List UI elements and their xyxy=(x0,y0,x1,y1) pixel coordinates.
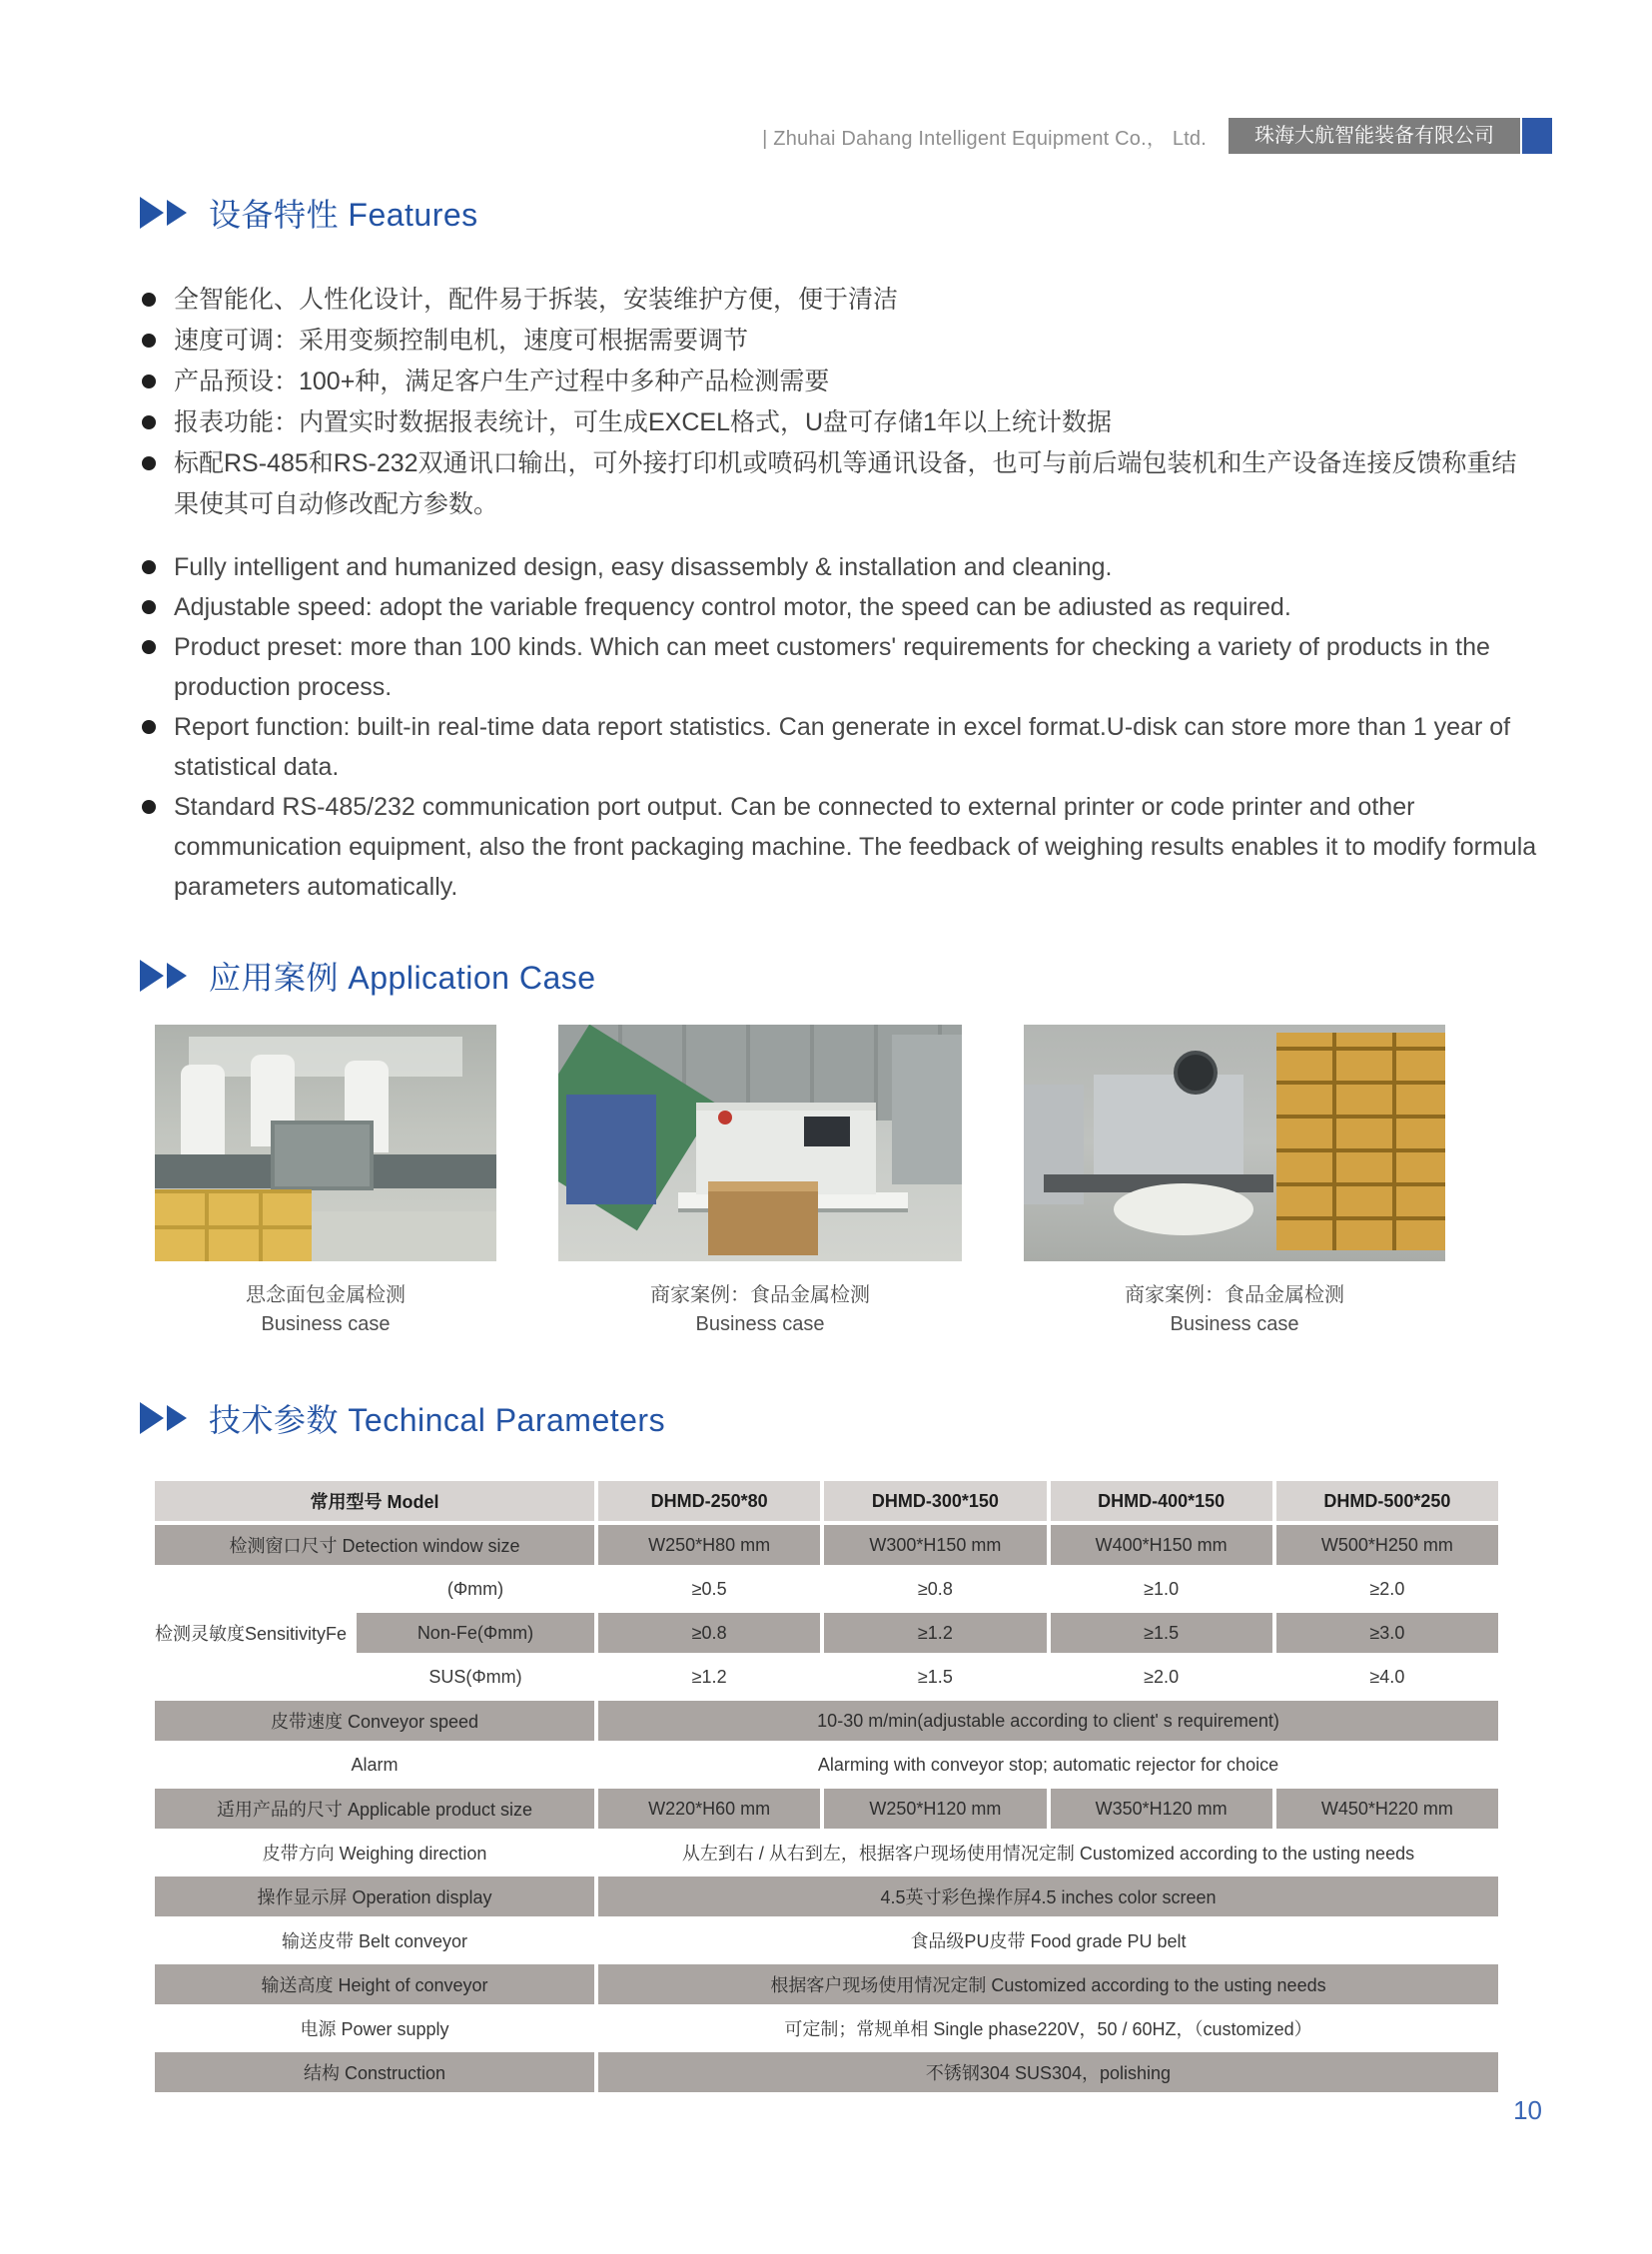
value-cell: ≥1.5 xyxy=(1051,1613,1272,1653)
photo-shape xyxy=(181,1065,225,1156)
bullet-icon xyxy=(142,560,156,574)
list-item xyxy=(140,362,1537,402)
features-section-title xyxy=(140,190,1537,236)
list-item xyxy=(140,627,1537,707)
section-arrow-icon xyxy=(167,963,187,989)
value-cell: 不锈钢304 SUS304，polishing xyxy=(598,2052,1498,2092)
caption-en: Business case xyxy=(1170,1313,1299,1335)
model-cell: DHMD-500*250 xyxy=(1276,1481,1498,1521)
feature-item-cn: 速度可调：采用变频控制电机，速度可根据需要调节 xyxy=(174,327,749,355)
row-label: Alarm xyxy=(155,1745,594,1785)
bullet-icon xyxy=(142,334,156,348)
list-item xyxy=(140,443,1537,525)
table-row-direction xyxy=(155,1833,1498,1873)
photo-shape xyxy=(892,1035,962,1184)
value-cell: W250*H120 mm xyxy=(824,1789,1046,1829)
value-cell: Alarming with conveyor stop; automatic rejector for choice xyxy=(598,1745,1498,1785)
sensitivity-group-label: 检测灵敏度SensitivityFe xyxy=(155,1624,348,1644)
feature-item-en: Report function: built-in real-time data report statistics. Can generate in excel format.U-disk can store more than 1 year of statistical data. xyxy=(174,713,1511,781)
bullet-icon xyxy=(142,456,156,470)
photo-caption xyxy=(558,1281,962,1339)
caption-en: Business case xyxy=(261,1313,391,1335)
company-name-en: | Zhuhai Dahang Intelligent Equipment Co.， Ltd. xyxy=(762,127,1207,150)
value-cell: ≥1.2 xyxy=(598,1657,820,1697)
row-label: 常用型号 Model xyxy=(155,1481,594,1521)
photo-shape xyxy=(566,1095,656,1204)
row-label: 输送皮带 Belt conveyor xyxy=(155,1920,594,1960)
value-cell: ≥4.0 xyxy=(1276,1657,1498,1697)
header-blue-square xyxy=(1522,118,1552,154)
table-row-product-size xyxy=(155,1789,1498,1829)
list-item xyxy=(140,587,1537,627)
caption-cn: 商家案例：食品金属检测 xyxy=(650,1284,870,1306)
model-cell: DHMD-400*150 xyxy=(1051,1481,1272,1521)
model-cell: DHMD-300*150 xyxy=(824,1481,1046,1521)
row-label: (Φmm) xyxy=(357,1569,594,1609)
section-arrow-icon xyxy=(140,960,164,992)
list-item xyxy=(140,402,1537,443)
value-cell: 根据客户现场使用情况定制 Customized according to the usting needs xyxy=(598,1964,1498,2004)
value-cell: ≥2.0 xyxy=(1276,1569,1498,1609)
bullet-icon xyxy=(142,375,156,388)
value-cell: ≥2.0 xyxy=(1051,1657,1272,1697)
application-case-3 xyxy=(1024,1025,1445,1339)
application-title-text: 应用案例 Application Case xyxy=(209,960,596,996)
application-photo-3 xyxy=(1024,1025,1445,1261)
feature-item-en: Standard RS-485/232 communication port output. Can be connected to external printer or code printer and other communication equipment, also the front packaging machine. The feedback of weighing results enables it to modify formula parameters automatically. xyxy=(174,793,1537,901)
bullet-icon xyxy=(142,640,156,654)
list-item xyxy=(140,787,1537,907)
list-item xyxy=(140,280,1537,321)
section-arrow-icon xyxy=(140,1402,164,1434)
photo-shape xyxy=(1094,1075,1243,1184)
row-label: 输送高度 Height of conveyor xyxy=(155,1964,594,2004)
bullet-icon xyxy=(142,293,156,307)
table-group-sensitivity xyxy=(155,1569,1498,1697)
feature-item-cn: 标配RS-485和RS-232双通讯口输出，可外接打印机或喷码机等通讯设备，也可与前后端包装机和生产设备连接反馈称重结果使其可自动修改配方参数。 xyxy=(174,449,1517,518)
section-arrow-icon xyxy=(140,197,164,229)
application-photo-1 xyxy=(155,1025,496,1261)
value-cell: ≥1.2 xyxy=(824,1613,1046,1653)
value-cell: 从左到右 / 从右到左，根据客户现场使用情况定制 Customized according to the usting needs xyxy=(598,1833,1498,1873)
row-label: 电源 Power supply xyxy=(155,2008,594,2048)
value-cell: ≥0.8 xyxy=(824,1569,1046,1609)
application-section-title xyxy=(140,953,1537,999)
photo-shape xyxy=(708,1181,818,1255)
section-arrow-icon xyxy=(167,200,187,226)
feature-item-cn: 报表功能：内置实时数据报表统计，可生成EXCEL格式，U盘可存储1年以上统计数据 xyxy=(174,408,1112,436)
table-row-power xyxy=(155,2008,1498,2048)
parameters-section-title xyxy=(140,1395,1537,1441)
feature-item-en: Adjustable speed: adopt the variable frequency control motor, the speed can be adiusted as required. xyxy=(174,593,1291,621)
value-cell: 4.5英寸彩色操作屏4.5 inches color screen xyxy=(598,1877,1498,1916)
table-row-alarm xyxy=(155,1745,1498,1785)
photo-caption xyxy=(155,1281,496,1339)
features-list-cn xyxy=(140,280,1537,525)
parameters-table xyxy=(155,1481,1498,2092)
value-cell: W220*H60 mm xyxy=(598,1789,820,1829)
value-cell: W500*H250 mm xyxy=(1276,1525,1498,1565)
page-header xyxy=(762,118,1552,154)
photo-shape xyxy=(1174,1051,1218,1095)
features-list-en xyxy=(140,547,1537,907)
photo-shape xyxy=(189,1037,462,1077)
photo-shape xyxy=(718,1111,732,1125)
list-item xyxy=(140,707,1537,787)
features-title-text: 设备特性 Features xyxy=(209,197,478,233)
photo-shape xyxy=(1114,1183,1253,1235)
row-label: 适用产品的尺寸 Applicable product size xyxy=(155,1789,594,1829)
table-row-conveyor-speed xyxy=(155,1701,1498,1741)
row-label: Non-Fe(Φmm) xyxy=(357,1613,594,1653)
feature-item-cn: 产品预设：100+种，满足客户生产过程中多种产品检测需要 xyxy=(174,368,830,395)
company-name-cn-badge: 珠海大航智能装备有限公司 xyxy=(1229,118,1520,154)
section-arrow-icon xyxy=(167,1405,187,1431)
table-row-model xyxy=(155,1481,1498,1521)
photo-caption xyxy=(1024,1281,1445,1339)
photo-shape xyxy=(271,1121,374,1190)
parameters-title-text: 技术参数 Techincal Parameters xyxy=(209,1402,666,1438)
feature-item-en: Fully intelligent and humanized design, easy disassembly & installation and cleaning. xyxy=(174,553,1113,581)
photo-shape xyxy=(292,1211,496,1261)
row-label: 操作显示屏 Operation display xyxy=(155,1877,594,1916)
photo-shape xyxy=(155,1189,312,1261)
row-label: 皮带速度 Conveyor speed xyxy=(155,1701,594,1741)
table-row-window-size xyxy=(155,1525,1498,1565)
table-row-display xyxy=(155,1877,1498,1916)
value-cell: ≥1.5 xyxy=(824,1657,1046,1697)
value-cell: ≥0.5 xyxy=(598,1569,820,1609)
application-cases xyxy=(155,1025,1445,1339)
application-case-2 xyxy=(558,1025,962,1339)
table-row-construction xyxy=(155,2052,1498,2092)
row-label: SUS(Φmm) xyxy=(357,1657,594,1697)
model-cell: DHMD-250*80 xyxy=(598,1481,820,1521)
application-photo-2 xyxy=(558,1025,962,1261)
value-cell: 可定制；常规单相 Single phase220V，50 / 60HZ，（customized） xyxy=(598,2008,1498,2048)
list-item xyxy=(140,547,1537,587)
table-row-belt xyxy=(155,1920,1498,1960)
value-cell: W450*H220 mm xyxy=(1276,1789,1498,1829)
list-item xyxy=(140,321,1537,362)
value-cell: W300*H150 mm xyxy=(824,1525,1046,1565)
table-row-height xyxy=(155,1964,1498,2004)
row-label: 结构 Construction xyxy=(155,2052,594,2092)
value-cell: W250*H80 mm xyxy=(598,1525,820,1565)
row-label: 检测窗口尺寸 Detection window size xyxy=(155,1525,594,1565)
row-label: 皮带方向 Weighing direction xyxy=(155,1833,594,1873)
bullet-icon xyxy=(142,800,156,814)
bullet-icon xyxy=(142,415,156,429)
feature-item-cn: 全智能化、人性化设计，配件易于拆装，安装维护方便，便于清洁 xyxy=(174,286,899,314)
photo-shape xyxy=(804,1117,850,1146)
page-content xyxy=(0,190,1652,2092)
caption-en: Business case xyxy=(695,1313,825,1335)
value-cell: ≥0.8 xyxy=(598,1613,820,1653)
page-number: 10 xyxy=(1513,2095,1542,2125)
caption-cn: 商家案例：食品金属检测 xyxy=(1125,1284,1344,1306)
value-cell: W350*H120 mm xyxy=(1051,1789,1272,1829)
value-cell: 食品级PU皮带 Food grade PU belt xyxy=(598,1920,1498,1960)
application-case-1 xyxy=(155,1025,496,1339)
bullet-icon xyxy=(142,720,156,734)
value-cell: ≥1.0 xyxy=(1051,1569,1272,1609)
feature-item-en: Product preset: more than 100 kinds. Which can meet customers' requirements for checking a variety of products in the production process. xyxy=(174,633,1490,701)
bullet-icon xyxy=(142,600,156,614)
photo-shape xyxy=(1276,1033,1445,1250)
caption-cn: 思念面包金属检测 xyxy=(246,1284,406,1306)
value-cell: W400*H150 mm xyxy=(1051,1525,1272,1565)
value-cell: 10-30 m/min(adjustable according to client' s requirement) xyxy=(598,1701,1498,1741)
value-cell: ≥3.0 xyxy=(1276,1613,1498,1653)
